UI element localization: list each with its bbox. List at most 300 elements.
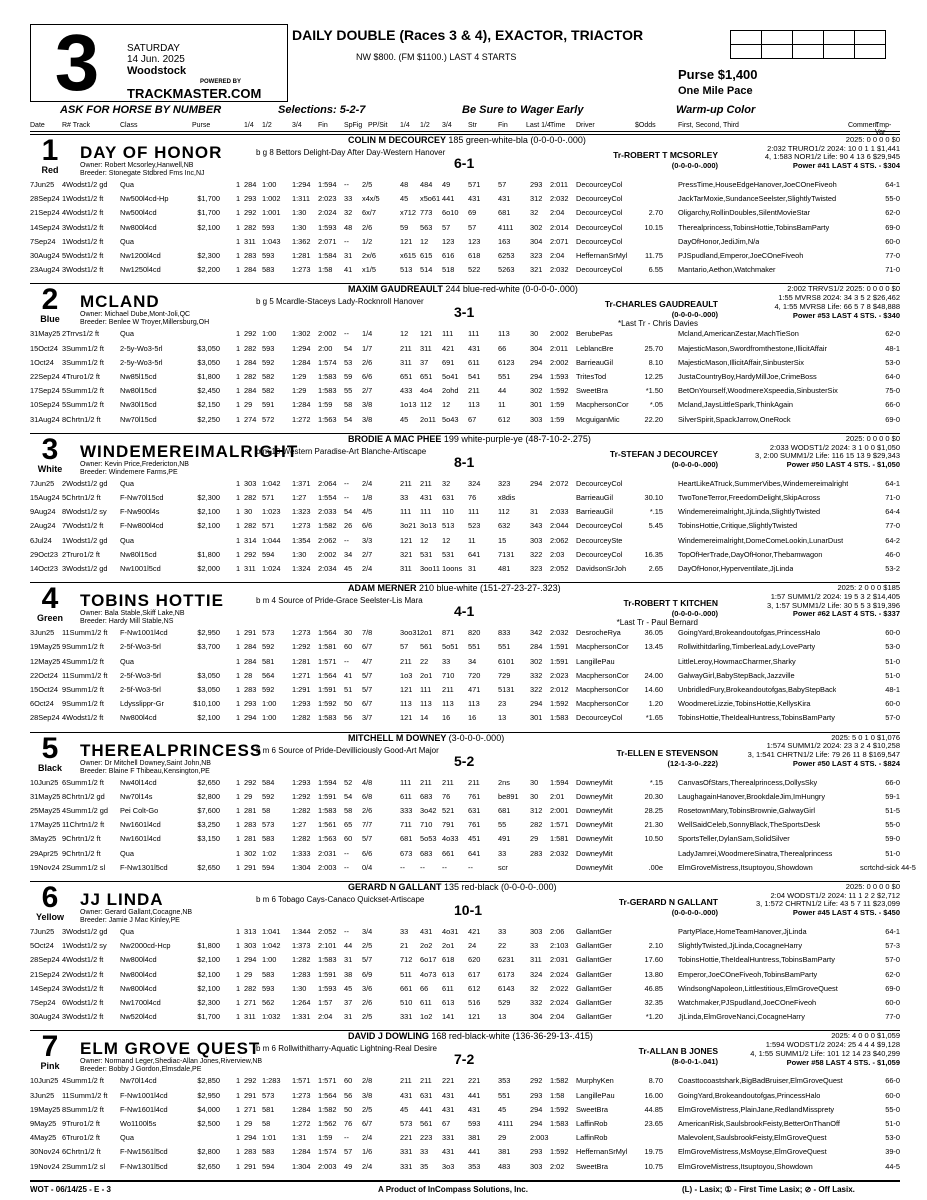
pp-cell: Nw40l14cd: [120, 777, 157, 787]
pp-cell: 6/6: [362, 848, 373, 858]
pp-line: [30, 699, 900, 710]
pp-cell: 632: [498, 521, 511, 531]
pp-cell: 282: [244, 222, 257, 232]
pp-cell: 1:362: [292, 236, 311, 246]
pp-cell: 1:574: [318, 1147, 337, 1157]
pp-cell: $2,650: [197, 1161, 220, 1171]
pp-cell: 4o33: [442, 834, 459, 844]
pp-cell: 2o1: [442, 941, 455, 951]
pp-cell: DowneyMit: [576, 834, 613, 844]
pp-cell: 2/7: [362, 386, 373, 396]
info-bar: [30, 104, 900, 118]
pp-cell: 211: [442, 684, 454, 694]
pp-cell: 1:593: [318, 983, 337, 993]
pp-cell: 1:042: [262, 941, 281, 951]
pp-cell: DecourceyCol: [576, 208, 623, 218]
pp-cell: 1:594: [318, 777, 337, 787]
pp-cell: 8.10: [648, 357, 663, 367]
pp-cell: x615: [400, 251, 417, 260]
pp-cell: 16.00: [644, 1090, 663, 1100]
pp-cell: DavidsonSrJoh: [576, 563, 627, 573]
pp-cell: 111: [400, 507, 412, 517]
breeder: Breeder: Jamie J Mac Kinley,PE: [80, 917, 180, 924]
pp-cell: 10.50: [644, 834, 663, 844]
pp-cell: 12: [400, 329, 409, 339]
pp-cell: $3,150: [197, 834, 220, 844]
pp-cell: 30.10: [644, 492, 663, 502]
pp-cell: 17May25: [30, 820, 61, 830]
pp-cell: 10.75: [644, 1161, 663, 1171]
pp-cell: 16: [468, 713, 477, 723]
pp-cell: 293: [530, 1147, 543, 1157]
breeding: b m 6 Tobago Cays-Canaco Quickset-Artiscape: [256, 895, 425, 904]
pp-cell: 592: [262, 791, 275, 801]
pp-cell: 11: [498, 400, 506, 410]
pp-cell: JackTarMoxie,SundanceSeelster,SlightlyTwisted: [678, 194, 837, 204]
pp-cell: 651: [420, 371, 433, 381]
result-grid: [730, 30, 886, 59]
breeder: Breeder: Hardy Mill Stable,NS: [80, 618, 174, 626]
pp-cell: MacphersonCor: [576, 400, 629, 410]
pp-cell: 1:00: [262, 955, 277, 965]
pp-cell: 323: [530, 563, 543, 573]
pp-cell: 1:562: [318, 1118, 337, 1128]
pp-cell: 30Aug24: [30, 1012, 60, 1022]
pp-cell: scr: [498, 862, 508, 872]
pp-cell: 331: [400, 1147, 413, 1157]
pp-cell: 282: [530, 820, 543, 830]
pp-cell: 441: [468, 1090, 481, 1100]
pp-cell: 323: [530, 251, 543, 260]
pp-cell: 62-0: [885, 208, 900, 218]
pp-cell: 59: [344, 371, 353, 381]
pp-cell: Nw2000cd-Hcp: [120, 941, 171, 951]
horse-name: MCLAND: [80, 292, 160, 312]
pp-cell: $2,250: [197, 414, 220, 424]
pp-cell: 1:582: [550, 1076, 569, 1086]
pp-cell: 1oons: [442, 563, 463, 573]
pp-cell: 304: [530, 343, 543, 353]
pp-cell: 1:291: [292, 684, 311, 694]
pp-cell: 6173: [498, 969, 515, 979]
pp-cell: 521: [442, 805, 455, 815]
pp-cell: 113: [468, 699, 480, 709]
pp-cell: 7Sep24: [30, 236, 56, 246]
pp-cell: 4Summ1/2 gd: [62, 805, 109, 815]
pp-cell: 293: [244, 194, 257, 204]
pp-cell: DecourceyCol: [576, 713, 623, 723]
pp-cell: 111: [400, 777, 412, 787]
pp-cell: 21Sep24: [30, 969, 60, 979]
owner: Owner: Normand Leger,Shediac-Allan Jones,Riverview,NB: [80, 1058, 263, 1066]
pp-cell: 29: [244, 969, 253, 979]
pp-cell: Qua: [120, 848, 134, 858]
pp-cell: 292: [530, 1076, 543, 1086]
pp-cell: 616: [442, 251, 455, 260]
driver: ADAM MERNER 210 blue-white (151-27-23-27-.323): [348, 583, 561, 594]
pp-cell: 1:273: [292, 628, 311, 638]
pp-cell: 33: [400, 927, 409, 936]
pp-cell: $2,100: [197, 983, 220, 993]
pp-cell: 4o31: [442, 927, 459, 936]
pp-cell: 7Jun25: [30, 478, 55, 488]
pp-cell: 121: [468, 1012, 481, 1022]
pp-cell: 584: [262, 777, 275, 787]
pp-cell: 282: [244, 371, 257, 381]
pp-cell: 304: [530, 236, 543, 246]
pp-cell: 66-0: [885, 777, 900, 787]
pp-cell: 1: [236, 1012, 241, 1022]
stat-row: 3, 1:541 CHRTN1/2 Life: 79 26 11 8 $169,547: [747, 750, 900, 759]
pp-cell: 62-0: [885, 969, 900, 979]
pp-cell: 7131: [498, 549, 515, 559]
pp-cell: 292: [244, 329, 257, 339]
pp-cell: 321: [400, 549, 413, 559]
pp-cell: 1: [236, 492, 241, 502]
pp-cell: 583: [262, 1147, 275, 1157]
pp-cell: 31: [468, 563, 477, 573]
pp-cell: 2Wodst1/2 gd: [62, 478, 108, 488]
pp-cell: 2:103: [550, 941, 569, 951]
pp-cell: 3Wodst1/2 ft: [62, 222, 104, 232]
pp-cell: 2/4: [362, 563, 373, 573]
pp-cell: 19May25: [30, 642, 61, 652]
pp-cell: 1: [236, 414, 241, 424]
pp-cell: 1:594: [550, 777, 569, 787]
pp-cell: 1: [236, 180, 241, 189]
pp-cell: 30Aug24: [30, 251, 60, 260]
pp-cell: 1:594: [318, 180, 337, 189]
pp-line: [30, 984, 900, 995]
pp-cell: 1o3: [400, 670, 413, 680]
pp-cell: 19May25: [30, 1104, 61, 1114]
pp-cell: 1:032: [262, 1012, 281, 1022]
pp-cell: 1: [236, 1161, 241, 1171]
pp-cell: 1:371: [292, 478, 311, 488]
column-label: Fin: [498, 122, 508, 129]
stat-row: 1:594 WODST1/2 2024: 25 4 4 4 $9,128: [765, 1040, 900, 1050]
pp-cell: 2Trrvs1/2 ft: [62, 329, 100, 339]
pp-cell: 571: [262, 492, 275, 502]
race-title: DAILY DOUBLE (Races 3 & 4), EXACTOR, TRIACTOR: [292, 27, 644, 43]
pp-cell: 301: [530, 400, 543, 410]
pp-cell: 7Jun25: [30, 927, 55, 936]
pp-cell: 22Oct24: [30, 670, 58, 680]
trainer: Tr-ROBERT T KITCHEN: [623, 598, 718, 609]
pp-cell: 283: [530, 848, 543, 858]
pp-cell: 1:273: [292, 1090, 311, 1100]
pp-cell: 1:30: [292, 983, 307, 993]
pp-cell: 6o10: [442, 208, 459, 218]
pp-cell: 23: [498, 699, 507, 709]
pp-cell: 312: [530, 805, 543, 815]
pp-cell: DecourceyCol: [576, 222, 623, 232]
pp-cell: 551: [498, 371, 511, 381]
pp-cell: 55-0: [885, 194, 900, 204]
pp-cell: 2:032: [550, 194, 569, 204]
trainer-record: (8-0-0-1-.041): [671, 1057, 718, 1067]
pp-line: [30, 685, 900, 696]
pp-cell: 2Wodst1/2 ft: [62, 969, 104, 979]
pp-cell: 611: [468, 357, 480, 367]
breeding: b m 10 Western Paradise-Art Blanche-Artiscape: [256, 446, 427, 456]
pp-cell: 311: [530, 955, 542, 965]
column-label: 1/4: [244, 122, 254, 129]
pp-line: [30, 344, 900, 355]
pp-cell: 1Wodst1/2 ft: [62, 236, 104, 246]
pp-cell: 1:264: [292, 998, 311, 1007]
pp-cell: 57-0: [885, 713, 900, 723]
pp-cell: 10Sep24: [30, 400, 60, 410]
pp-cell: GallantGer: [576, 1012, 612, 1022]
pp-cell: GoingYard,Brokeandoutofgas,PrincessHalo: [678, 1090, 821, 1100]
pp-cell: 22Sep24: [30, 371, 60, 381]
pp-cell: 2:033: [318, 507, 337, 517]
pp-cell: 1:043: [262, 236, 281, 246]
pp-cell: 29: [244, 400, 253, 410]
stat-row: Power #50 LAST 4 STS. - $824: [792, 758, 900, 768]
pp-cell: 1:294: [292, 343, 311, 353]
pp-cell: 4/8: [362, 777, 373, 787]
pp-cell: 681: [498, 208, 511, 218]
pp-cell: 431: [420, 927, 433, 936]
pp-cell: LangillePau: [576, 656, 615, 666]
pp-cell: 6/8: [362, 791, 373, 801]
powered-by: POWERED BY: [200, 79, 242, 85]
pp-cell: 1: [236, 507, 241, 517]
pp-cell: Nw70l14s: [120, 791, 153, 801]
pp-cell: 113: [498, 329, 510, 339]
pp-cell: 6Jul24: [30, 535, 52, 545]
pp-cell: --: [420, 862, 425, 872]
pp-cell: 283: [244, 251, 257, 260]
pp-cell: 1: [236, 848, 241, 858]
pp-cell: 302: [530, 386, 543, 396]
pp-cell: F-Nw800l4cd: [120, 521, 164, 531]
pp-cell: DecourceyCol: [576, 265, 623, 275]
horse-entry: [30, 1030, 900, 1179]
pp-cell: 491: [498, 834, 511, 844]
pp-cell: 2:003: [318, 1161, 337, 1171]
pp-cell: 1:571: [318, 656, 337, 666]
pp-cell: 1o2: [420, 1012, 433, 1022]
horse-name: TOBINS HOTTIE: [80, 591, 224, 611]
driver: DAVID J DOWLING 168 red-black-white (136-36-29-13-.415): [348, 1031, 593, 1042]
brand-logo: TRACKMASTER.COM: [127, 86, 262, 101]
pp-cell: 19Nov24: [30, 862, 60, 872]
column-label: $Odds: [635, 122, 656, 129]
owner: Owner: Dr Mitchell Downey,Saint John,NB: [80, 759, 211, 767]
pp-cell: 2:032: [550, 848, 569, 858]
pp-line: [30, 493, 900, 504]
pp-cell: 11Summ1/2 ft: [62, 628, 108, 638]
pp-cell: 30: [244, 507, 253, 517]
pp-cell: 46.85: [644, 983, 663, 993]
pp-cell: 22: [498, 941, 507, 951]
pp-cell: 2Summ1/2 sl: [62, 862, 106, 872]
pp-cell: 431: [468, 194, 481, 204]
purse: Purse $1,400: [678, 67, 758, 82]
pp-cell: LangillePau: [576, 1090, 615, 1100]
pp-line: [30, 208, 900, 219]
pp-line: [30, 1147, 900, 1158]
pp-cell: 14: [420, 713, 429, 723]
pp-cell: 1: [236, 521, 241, 531]
pp-cell: 5.45: [648, 521, 663, 531]
trainer: Tr-ELLEN E STEVENSON: [616, 747, 718, 758]
pp-cell: 511: [400, 969, 412, 979]
pp-line: [30, 1012, 900, 1023]
pp-cell: 284: [244, 180, 257, 189]
pp-line: [30, 1091, 900, 1102]
stat-row: 2:033 WODST1/2 2024: 3 1 0 0 $1,050: [769, 442, 900, 452]
pp-cell: 60-0: [885, 628, 900, 638]
pp-cell: 2:002: [550, 357, 569, 367]
pp-cell: GoingYard,Brokeandoutofgas,PrincessHalo: [678, 628, 821, 638]
pp-cell: ElmGroveMistress,Itsuptoyou,Showdown: [678, 862, 813, 872]
pp-cell: SweetBra: [576, 1104, 609, 1114]
pp-cell: 2:032: [550, 265, 569, 275]
pp-cell: 592: [262, 357, 275, 367]
pp-cell: $2,950: [197, 1090, 220, 1100]
pp-cell: Nw1250l4cd: [120, 265, 161, 275]
pp-cell: 6/9: [362, 969, 373, 979]
pp-cell: 32: [442, 478, 451, 488]
pp-cell: 593: [468, 1118, 481, 1128]
pp-cell: 1: [236, 777, 241, 787]
pp-cell: 1:282: [292, 805, 311, 815]
pp-cell: LaffinRob: [576, 1118, 608, 1128]
pp-cell: 2:023: [550, 670, 569, 680]
pp-cell: 1: [236, 478, 241, 488]
pp-cell: 2/7: [362, 549, 373, 559]
pp-cell: scrtchd-sick 44-5: [860, 862, 916, 872]
pp-cell: 2:003: [530, 1133, 549, 1143]
stat-row: 3, 1:572 CHRTN1/2 Life: 43 5 7 11 $23,099: [756, 899, 900, 909]
horse-entry: [30, 433, 900, 582]
pp-cell: 44.85: [644, 1104, 663, 1114]
pp-cell: 52: [344, 777, 353, 787]
pp-cell: 294: [530, 1118, 543, 1128]
pp-cell: LittleLeroy,HowmacCharmer,Sharky: [678, 656, 796, 666]
pp-cell: 516: [468, 998, 481, 1007]
pp-cell: Mcland,AmericanZestar,MachTieSon: [678, 329, 799, 339]
footer-center: A Product of InCompass Solutions, Inc.: [378, 1185, 528, 1194]
pp-cell: 1:00: [262, 329, 277, 339]
pp-cell: --: [344, 492, 349, 502]
stat-row: 2:04 WODST1/2 2024: 11 1 2 2 $2,712: [770, 890, 900, 900]
pp-cell: 1:581: [550, 834, 569, 844]
track-name: Woodstock: [127, 65, 187, 77]
pp-cell: SilverSpirit,SpackJarrow,OneRock: [678, 414, 791, 424]
pp-cell: 1:583: [318, 386, 337, 396]
pp-cell: 55-0: [885, 820, 900, 830]
pp-cell: $10,100: [193, 699, 220, 709]
pp-cell: 2:03: [550, 549, 565, 559]
pp-cell: PJSpudland,Emperor,JoeCOneFiveoh: [678, 251, 804, 260]
pp-cell: 28.25: [644, 805, 663, 815]
pp-cell: 1:294: [292, 180, 311, 189]
pp-cell: 571: [262, 521, 275, 531]
pp-cell: 421: [442, 343, 455, 353]
pp-cell: 2/4: [362, 478, 373, 488]
pp-cell: 471: [468, 684, 481, 694]
pp-cell: 1: [236, 386, 241, 396]
pp-cell: 514: [420, 265, 433, 275]
pp-cell: 59-1: [885, 791, 900, 801]
post-position: 5: [41, 731, 59, 765]
post-position: 7: [41, 1030, 59, 1064]
pp-cell: 66: [420, 983, 429, 993]
pp-cell: 57: [344, 1147, 353, 1157]
pp-cell: 1:02: [262, 848, 277, 858]
pp-cell: 111: [468, 329, 480, 339]
pp-cell: *1.65: [645, 713, 663, 723]
pp-cell: 1: [236, 236, 241, 246]
pp-line: [30, 657, 900, 668]
pp-cell: 820: [468, 628, 481, 638]
pp-cell: JjLinda,ElmGroveNanci,CocagneHarry: [678, 1012, 805, 1022]
stat-row: 1:55 MVRS8 2024: 34 3 5 2 $26,462: [778, 293, 900, 303]
pp-cell: DowneyMit: [576, 820, 613, 830]
saddle-color: Green: [36, 613, 63, 624]
pp-cell: 581: [262, 656, 275, 666]
breeder: Breeder: Windemere Farms,PE: [80, 468, 178, 476]
pp-line: [30, 223, 900, 234]
pp-cell: Nw500l4cd: [120, 208, 157, 218]
pp-cell: --: [344, 1133, 349, 1143]
pp-cell: 441: [442, 194, 455, 204]
pp-cell: 1:574: [318, 357, 337, 367]
pp-cell: 1:002: [262, 194, 281, 204]
trainer: Tr-GERARD N GALLANT: [618, 897, 718, 907]
pp-cell: 54: [344, 507, 353, 517]
pp-cell: CanvasOfStars,Therealprincess,DollysSky: [678, 777, 818, 787]
pp-cell: F-Nw70l15cd: [120, 492, 164, 502]
pp-cell: 1:324: [292, 563, 311, 573]
pp-cell: 611: [442, 983, 454, 993]
morning-line: 4-1: [454, 603, 475, 620]
owner: Owner: Kevin Price,Fredericton,NB: [80, 460, 189, 468]
pp-cell: 293: [530, 180, 543, 189]
pp-line: [30, 642, 900, 653]
pp-cell: --: [344, 848, 349, 858]
race-number: 3: [54, 18, 100, 107]
pp-cell: 1:284: [292, 400, 311, 410]
pp-cell: 6x/7: [362, 208, 376, 218]
pp-cell: 110: [442, 507, 454, 517]
pp-cell: DecourceyCol: [576, 521, 623, 531]
pp-cell: 76: [468, 492, 477, 502]
pp-cell: 292: [244, 208, 257, 218]
pp-cell: 1:571: [292, 1076, 311, 1086]
pp-cell: 641: [468, 549, 481, 559]
pp-cell: 8Summ1/2 ft: [62, 1104, 104, 1114]
pp-cell: 77-0: [885, 1012, 900, 1022]
pp-cell: 6Chrtn1/2 ft: [62, 1147, 101, 1157]
pp-cell: 60-0: [885, 699, 900, 709]
horse-entry: [30, 881, 900, 1030]
pp-cell: Watchmaker,PJSpudland,JoeCOneFiveoh: [678, 998, 817, 1007]
pp-line: [30, 671, 900, 682]
pp-cell: 38: [344, 969, 353, 979]
pp-cell: 1:59: [550, 414, 565, 424]
pp-cell: 33: [442, 656, 451, 666]
pp-cell: 66-0: [885, 400, 900, 410]
pp-cell: 1:31: [292, 1133, 307, 1143]
pp-cell: 1:583: [550, 713, 569, 723]
pp-cell: 1: [236, 955, 241, 965]
